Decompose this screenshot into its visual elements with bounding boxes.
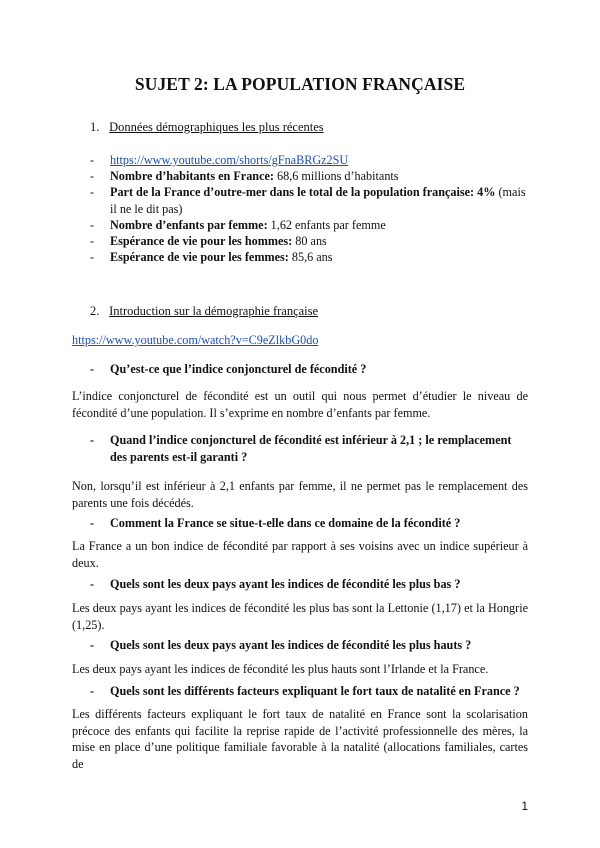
question-6: - Quels sont les différents facteurs expliquant le fort taux de natalité en France ? bbox=[90, 683, 530, 700]
video-link-line bbox=[72, 332, 528, 349]
youtube-shorts-link[interactable]: https://www.youtube.com/shorts/gFnaBRGz2SU bbox=[110, 153, 349, 167]
question-3: - Comment la France se situe-t-elle dans ce domaine de la fécondité ? bbox=[90, 515, 530, 532]
item-value: 80 ans bbox=[295, 234, 327, 249]
item-label: Part de la France d’outre-mer dans le total de la population française: 4% bbox=[110, 185, 496, 200]
item-value: (mais il ne le dit pas) bbox=[110, 185, 526, 216]
section-1-number: 1. bbox=[90, 120, 100, 134]
answer-4: Les deux pays ayant les indices de fécondité les plus bas sont la Lettonie (1,17) et la Hongrie (1,25). bbox=[72, 601, 528, 632]
question-2: - Quand l’indice conjoncturel de fécondité est inférieur à 2,1 ; le remplacement des parents est-il garanti ? bbox=[90, 432, 530, 465]
question-4: - Quels sont les deux pays ayant les indices de fécondité les plus bas ? bbox=[90, 576, 530, 593]
question-5: - Quels sont les deux pays ayant les indices de fécondité les plus hauts ? bbox=[90, 637, 530, 654]
page-number: 1 bbox=[521, 799, 528, 813]
answer-1: L’indice conjoncturel de fécondité est un outil qui nous permet d’étudier le niveau de fécondité d’une population. Il s’exprime en nombre d’enfants par femme. bbox=[72, 389, 528, 420]
section-2-number: 2. bbox=[90, 304, 100, 318]
list-item bbox=[90, 184, 530, 216]
item-label: Nombre d’enfants par femme: bbox=[110, 217, 268, 232]
youtube-video-link[interactable]: https://www.youtube.com/watch?v=C9eZlkbG0do bbox=[72, 333, 319, 347]
section-1-title: Données démographiques les plus récentes bbox=[109, 120, 324, 134]
item-label: Espérance de vie pour les femmes: bbox=[110, 250, 289, 265]
section-2-title: Introduction sur la démographie française bbox=[109, 304, 319, 318]
list-item bbox=[90, 152, 530, 168]
item-label: Nombre d’habitants en France: bbox=[110, 169, 274, 184]
item-value: 1,62 enfants par femme bbox=[270, 217, 386, 232]
answer-3: La France a un bon indice de fécondité par rapport à ses voisins avec un indice supérieur à deux. bbox=[72, 539, 528, 570]
item-value: 68,6 millions d’habitants bbox=[277, 169, 399, 184]
page-title: SUJET 2: LA POPULATION FRANÇAISE bbox=[134, 74, 466, 94]
section-1-heading bbox=[90, 120, 324, 135]
question-1: - Qu’est-ce que l’indice conjoncturel de fécondité ? bbox=[90, 361, 530, 378]
answer-6: Les différents facteurs expliquant le fort taux de natalité en France sont la scolarisation précoce des enfants qui facilite la reprise rapide de l’activité professionnelle des mères, la mise en place d’une politique familiale favorable à la natalité (allocations familiales, cartes de bbox=[72, 707, 528, 771]
answer-2: Non, lorsqu’il est inférieur à 2,1 enfants par femme, il ne permet pas le remplacement des parents une fois décédés. bbox=[72, 479, 528, 510]
item-label: Espérance de vie pour les hommes: bbox=[110, 234, 293, 249]
list-item bbox=[90, 168, 530, 184]
demographics-list bbox=[90, 152, 530, 265]
item-value: 85,6 ans bbox=[291, 250, 333, 265]
section-2-heading bbox=[90, 304, 318, 319]
list-item bbox=[90, 217, 530, 233]
list-item bbox=[90, 233, 530, 249]
answer-5: Les deux pays ayant les indices de fécondité les plus hauts sont l’Irlande et la France. bbox=[72, 662, 489, 676]
list-item bbox=[90, 249, 530, 265]
